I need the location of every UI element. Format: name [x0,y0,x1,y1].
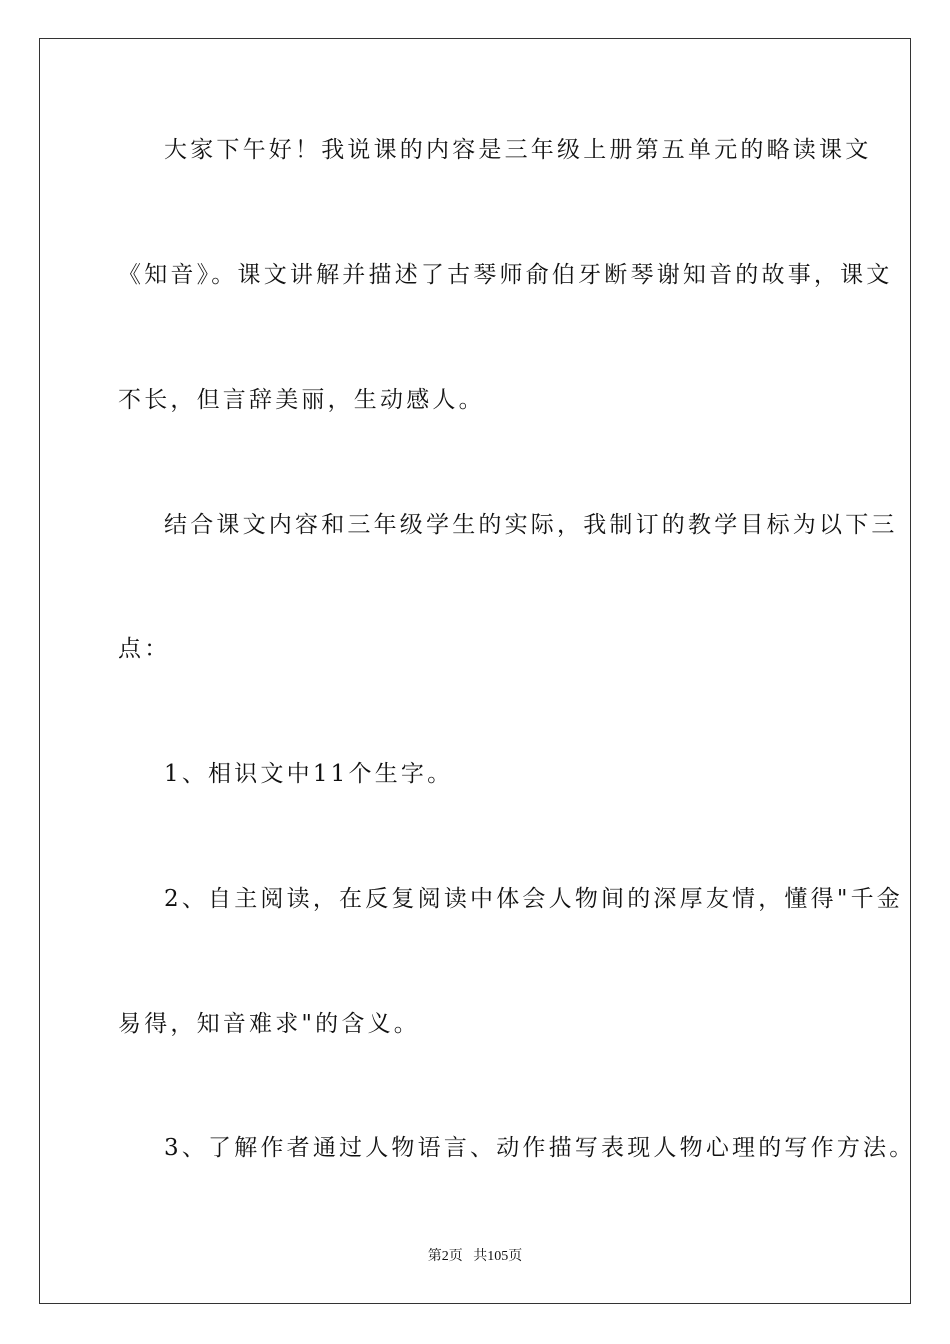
goal-2-line-2: 易得，知音难求"的含义。 [118,1011,420,1037]
page-number: 第2页 [427,1249,463,1264]
goal-1: 1、相识文中11个生字。 [164,761,454,787]
goal-3: 3、了解作者通过人物语言、动作描写表现人物心理的写作方法。 [164,1135,916,1161]
paragraph-1-line-2: 《知音》。课文讲解并描述了古琴师俞伯牙断琴谢知音的故事，课文 [118,262,893,288]
goal-2-line-1: 2、自主阅读，在反复阅读中体会人物间的深厚友情，懂得"千金 [164,886,904,912]
paragraph-2-line-2: 点： [118,636,171,662]
footer-gap [463,1249,474,1264]
total-pages: 共105页 [473,1249,523,1264]
page-footer [0,1248,950,1266]
paragraph-1-line-1: 大家下午好！我说课的内容是三年级上册第五单元的略读课文 [164,137,872,163]
page-frame [39,38,916,1304]
paragraph-1-line-3: 不长，但言辞美丽，生动感人。 [118,387,485,413]
paragraph-2-line-1: 结合课文内容和三年级学生的实际，我制订的教学目标为以下三 [164,512,898,538]
